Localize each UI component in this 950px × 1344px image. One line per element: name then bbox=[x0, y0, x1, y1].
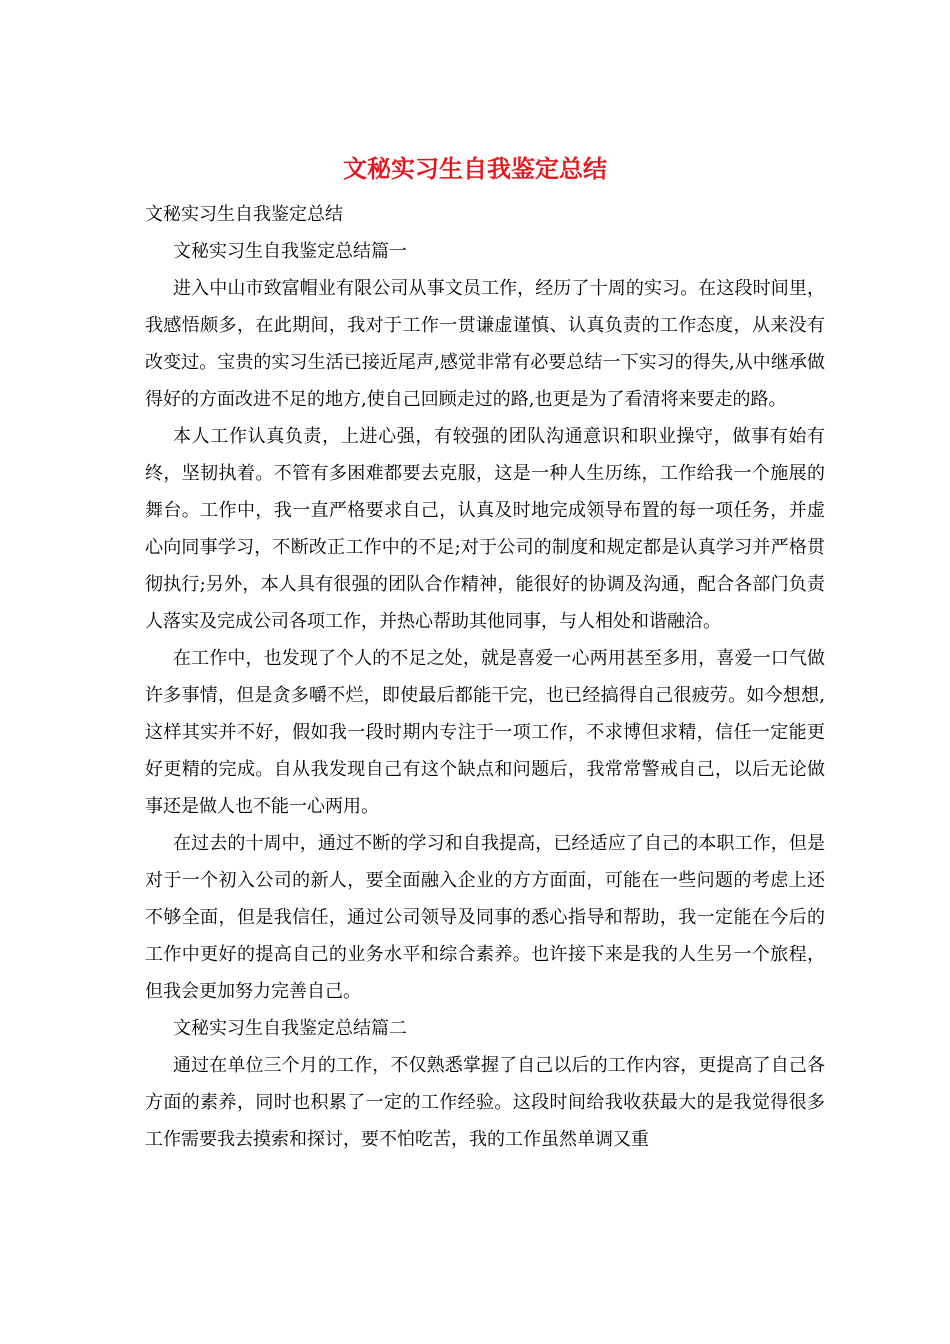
paragraph: 通过在单位三个月的工作，不仅熟悉掌握了自己以后的工作内容，更提高了自己各方面的素养，同时也积累了一定的工作经验。这段时间给我收获最大的是我觉得很多工作需要我去摸索和探讨，要不怕吃苦，我的工作虽然单调又重 bbox=[145, 1055, 825, 1150]
document-subtitle: 文秘实习生自我鉴定总结 bbox=[145, 204, 343, 225]
section-heading-1: 文秘实习生自我鉴定总结篇一 bbox=[173, 241, 407, 262]
paragraph: 进入中山市致富帽业有限公司从事文员工作，经历了十周的实习。在这段时间里，我感悟颇多，在此期间，我对于工作一贯谦虚谨慎、认真负责的工作态度，从来没有改变过。宝贵的实习生活已接近尾声,感觉非常有必要总结一下实习的得失,从中继承做得好的方面改进不足的地方,使自己回顾走过的路,也更是为了看清将来要走的路。 bbox=[145, 278, 825, 410]
document-title: 文秘实习生自我鉴定总结 bbox=[343, 154, 607, 183]
paragraph: 在工作中，也发现了个人的不足之处，就是喜爱一心两用甚至多用，喜爱一口气做许多事情，但是贪多嚼不烂，即使最后都能干完，也已经搞得自己很疲劳。如今想想,这样其实并不好，假如我一段时期内专注于一项工作，不求博但求精，信任一定能更好更精的完成。自从我发现自己有这个缺点和问题后，我常常警戒自己，以后无论做事还是做人也不能一心两用。 bbox=[145, 648, 825, 817]
document-body bbox=[145, 196, 825, 1158]
section-heading-2: 文秘实习生自我鉴定总结篇二 bbox=[173, 1018, 407, 1039]
paragraph: 在过去的十周中，通过不断的学习和自我提高，已经适应了自己的本职工作，但是对于一个初入公司的新人，要全面融入企业的方方面面，可能在一些问题的考虑上还不够全面，但是我信任，通过公司领导及同事的悉心指导和帮助，我一定能在今后的工作中更好的提高自己的业务水平和综合素养。也许接下来是我的人生另一个旅程，但我会更加努力完善自己。 bbox=[145, 833, 825, 1002]
paragraph: 本人工作认真负责，上进心强，有较强的团队沟通意识和职业操守，做事有始有终，坚韧执着。不管有多困难都要去克服，这是一种人生历练，工作给我一个施展的舞台。工作中，我一直严格要求自己，认真及时地完成领导布置的每一项任务，并虚心向同事学习，不断改正工作中的不足;对于公司的制度和规定都是认真学习并严格贯彻执行;另外，本人具有很强的团队合作精神，能很好的协调及沟通，配合各部门负责人落实及完成公司各项工作，并热心帮助其他同事，与人相处和谐融洽。 bbox=[145, 426, 825, 632]
